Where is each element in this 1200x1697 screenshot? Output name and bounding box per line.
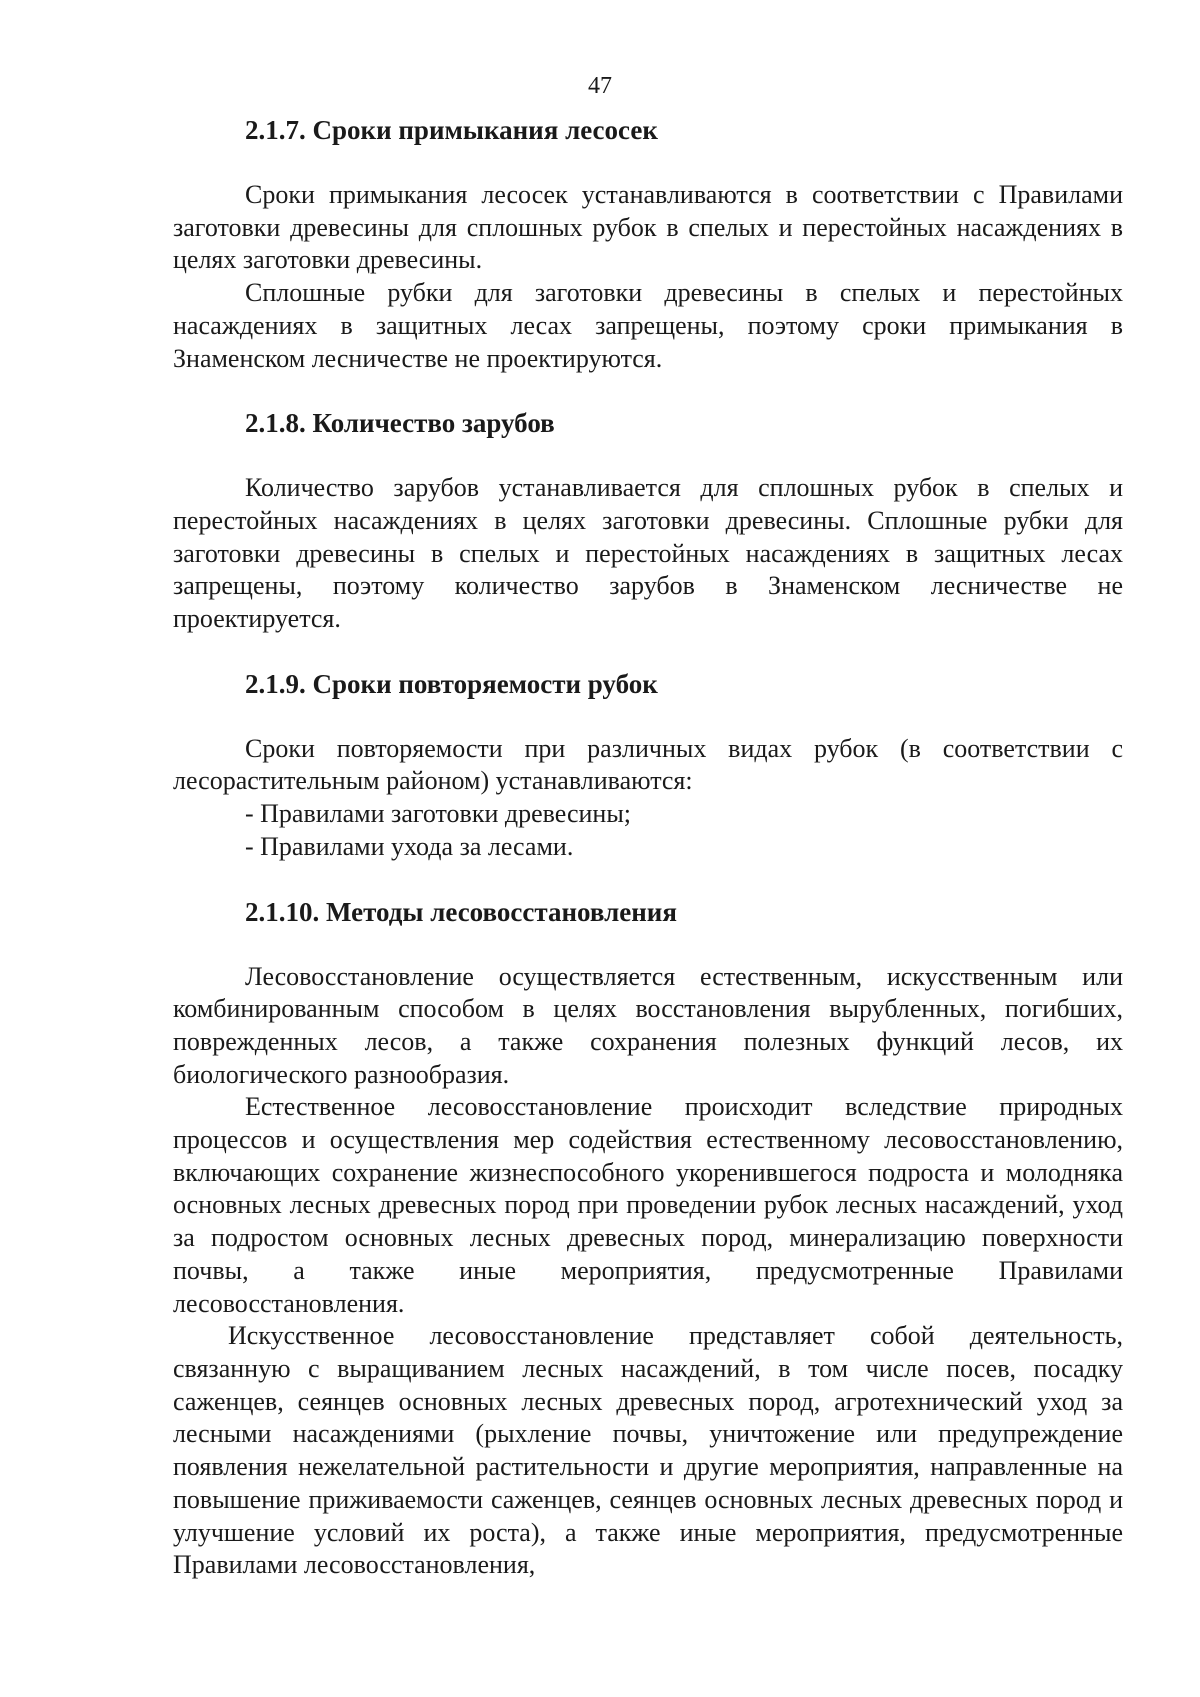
section-heading-2-1-9: 2.1.9. Сроки повторяемости рубок: [245, 668, 658, 699]
section-heading-2-1-8: 2.1.8. Количество зарубов: [245, 408, 555, 439]
paragraph: Искусственное лесовосстановление представляет собой деятельность, связанную с выращиванием лесных насаждений, в том числе посев, посадку саженцев, сеянцев основных лесных древесных пород, агротехнический уход за лесными насаждениями (рыхление почвы, уничтожение или предупреждение появления нежелательной растительности и другие мероприятия, направленные на повышение приживаемости саженцев, сеянцев основных лесных древесных пород и улучшение условий их роста), а также иные мероприятия, предусмотренные Правилами лесовосстановления,: [173, 1321, 1123, 1580]
spacer: [173, 636, 1123, 668]
list-item: - Правилами заготовки древесины;: [245, 799, 632, 829]
paragraph: Количество зарубов устанавливается для сплошных рубок в спелых и перестойных насаждениях в целях заготовки древесины. Сплошные рубки для заготовки древесины в спелых и перестойных насаждениях в защитных лесах запрещены, поэтому количество зарубов в Знаменском лесничестве не проектируется.: [173, 473, 1123, 634]
page-content: [173, 114, 1123, 1582]
paragraph: Лесовосстановление осуществляется естественным, искусственным или комбинированным способом в целях восстановления вырубленных, погибших, поврежденных лесов, а также сохранения полезных функций лесов, их биологического разнообразия.: [173, 961, 1123, 1089]
paragraph: Сроки примыкания лесосек устанавливаются в соответствии с Правилами заготовки древесины для сплошных рубок в спелых и перестойных насаждениях в целях заготовки древесины.: [173, 180, 1123, 275]
spacer: [173, 864, 1123, 896]
page-number: 47: [588, 73, 612, 99]
section-heading-2-1-7: 2.1.7. Сроки примыкания лесосек: [245, 115, 658, 145]
section-heading-2-1-10: 2.1.10. Методы лесовосстановления: [245, 896, 677, 927]
paragraph: Естественное лесовосстановление происходит вследствие природных процессов и осуществления мер содействия естественному лесовосстановлению, включающих сохранение жизнеспособного укоренившегося подроста и молодняка основных лесных древесных пород при проведении рубок лесных насаждений, уход за подростом основных лесных древесных пород, минерализацию поверхности почвы, а также иные мероприятия, предусмотренные Правилами лесовосстановления.: [173, 1092, 1123, 1318]
paragraph: Сплошные рубки для заготовки древесины в спелых и перестойных насаждениях в защитных лесах запрещены, поэтому сроки примыкания в Знаменском лесничестве не проектируются.: [173, 278, 1123, 373]
paragraph: Сроки повторяемости при различных видах рубок (в соответствии с лесорастительным районом) устанавливаются:: [173, 733, 1123, 796]
spacer: [173, 375, 1123, 407]
list-item: - Правилами ухода за лесами.: [245, 831, 574, 861]
